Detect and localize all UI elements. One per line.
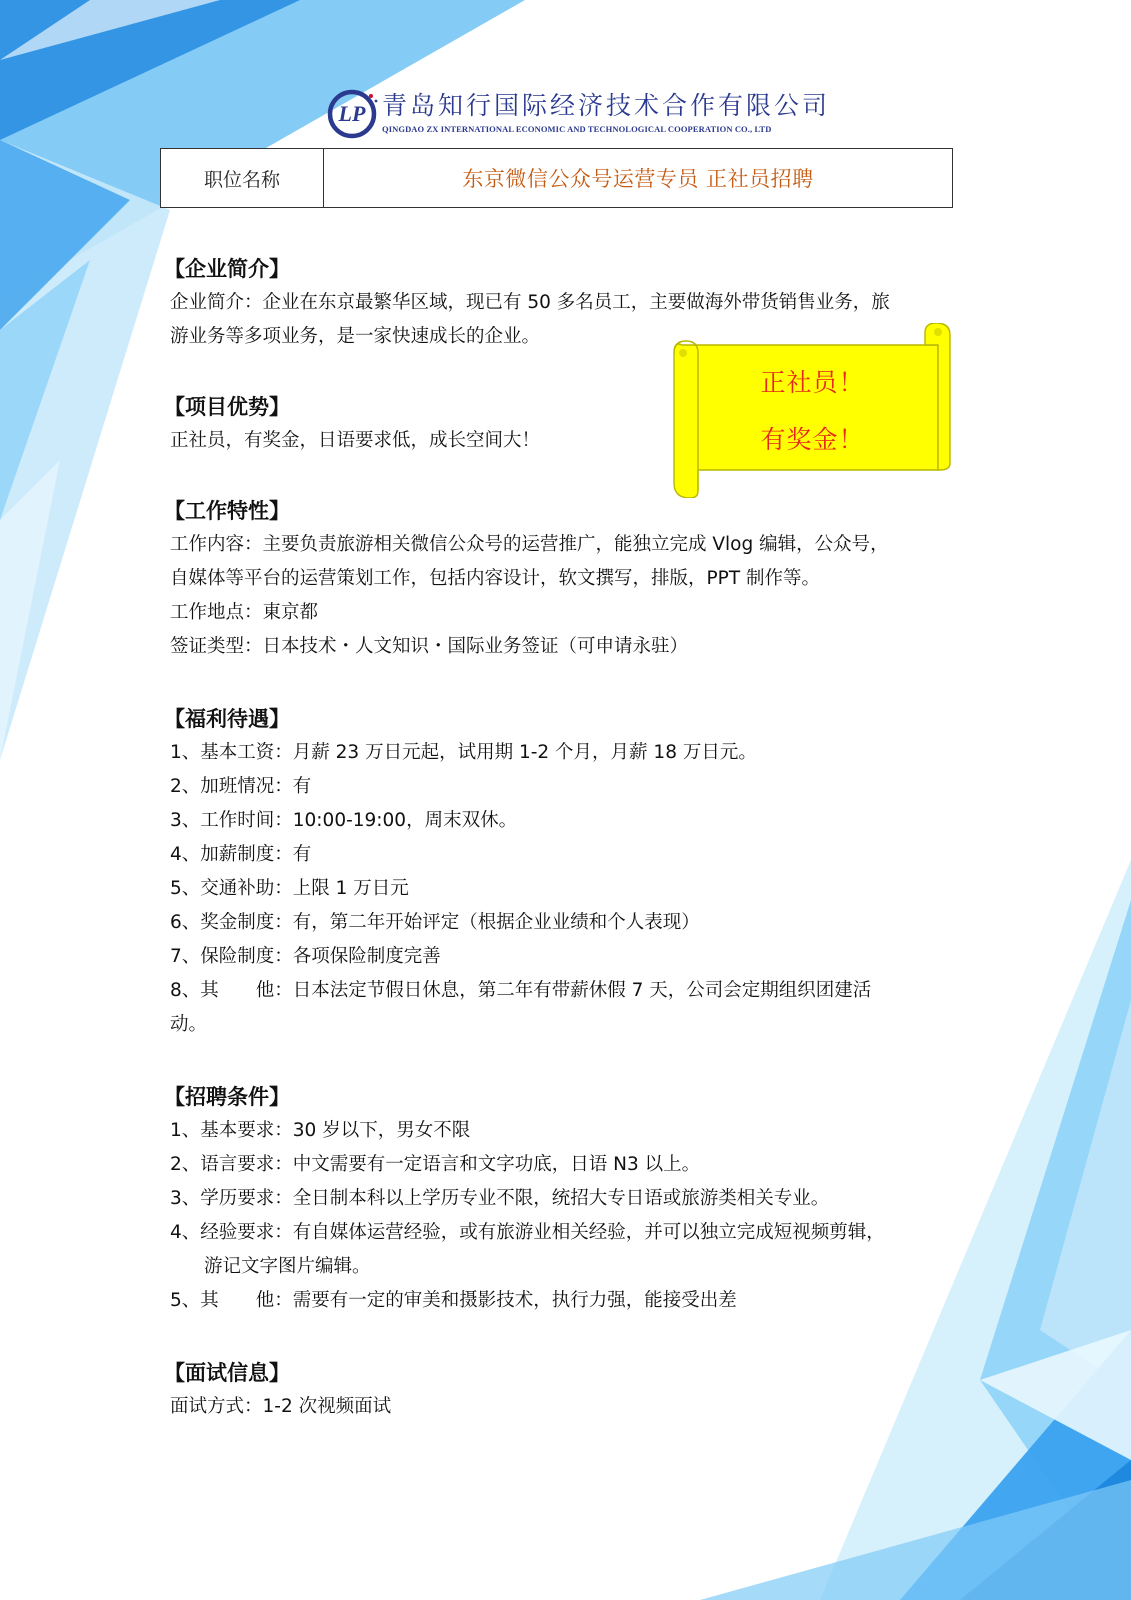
- requirement-item: 3、学历要求：全日制本科以上学历专业不限，统招大专日语或旅游类相关专业。: [170, 1188, 830, 1209]
- requirement-item: 2、语言要求：中文需要有一定语言和文字功底，日语 N3 以上。: [170, 1154, 701, 1175]
- company-name-cn: 青岛知行国际经济技术合作有限公司: [382, 91, 831, 120]
- section-title-company: 【企业简介】: [164, 257, 290, 281]
- section-title-welfare: 【福利待遇】: [164, 707, 290, 731]
- advantage-text-line: 正社员，有奖金，日语要求低，成长空间大！: [170, 430, 541, 451]
- logo-mark-text: LP: [338, 101, 366, 126]
- welfare-item: 8、其 他：日本法定节假日休息，第二年有带薪休假 7 天，公司会定期组织团建活: [170, 980, 872, 1001]
- welfare-item-continuation: 动。: [170, 1014, 208, 1035]
- company-logo: [326, 82, 831, 140]
- section-title-work: 【工作特性】: [164, 499, 290, 523]
- position-table: [160, 148, 953, 208]
- logo-mark-icon: [326, 88, 378, 140]
- visa-type: 签证类型：日本技术・人文知识・国际业务签证（可申请永驻）: [170, 636, 689, 657]
- job-content: [164, 252, 970, 1424]
- banner-line-2: 有奖金！: [760, 425, 865, 454]
- welfare-item: 7、保险制度：各项保险制度完善: [170, 946, 441, 967]
- company-text-line: 游业务等多项业务，是一家快速成长的企业。: [170, 326, 541, 347]
- position-label: 职位名称: [161, 149, 324, 207]
- position-title: 东京微信公众号运营专员 正社员招聘: [462, 167, 814, 191]
- banner-line-1: 正社员！: [760, 368, 865, 397]
- welfare-item: 3、工作时间：10:00-19:00，周末双休。: [170, 810, 518, 831]
- work-text-line: 自媒体等平台的运营策划工作，包括内容设计，软文撰写，排版，PPT 制作等。: [170, 568, 820, 589]
- requirement-item-continuation: 游记文字图片编辑。: [204, 1256, 371, 1277]
- work-text-line: 工作内容：主要负责旅游相关微信公众号的运营推广，能独立完成 Vlog 编辑，公众号，: [170, 534, 889, 555]
- requirement-item: 1、基本要求：30 岁以下，男女不限: [170, 1120, 471, 1141]
- section-title-interview: 【面试信息】: [164, 1361, 290, 1385]
- interview-method: 面试方式：1-2 次视频面试: [170, 1396, 392, 1417]
- welfare-item: 6、奖金制度：有，第二年开始评定（根据企业业绩和个人表现）: [170, 912, 700, 933]
- section-title-requirements: 【招聘条件】: [164, 1085, 290, 1109]
- welfare-item: 2、加班情况：有: [170, 776, 312, 797]
- requirement-item: 5、其 他：需要有一定的审美和摄影技术，执行力强，能接受出差: [170, 1290, 737, 1311]
- work-location: 工作地点：東京都: [170, 602, 319, 623]
- requirement-item: 4、经验要求：有自媒体运营经验，或有旅游业相关经验，并可以独立完成短视频剪辑，: [170, 1222, 885, 1243]
- company-name-en: QINGDAO ZX INTERNATIONAL ECONOMIC AND TECHNOLOGICAL COOPERATION CO., LTD: [382, 124, 772, 134]
- company-text-line: 企业简介：企业在东京最繁华区域，现已有 50 多名员工，主要做海外带货销售业务，旅: [170, 292, 890, 313]
- welfare-item: 1、基本工资：月薪 23 万日元起，试用期 1-2 个月，月薪 18 万日元。: [170, 742, 757, 763]
- section-title-advantage: 【项目优势】: [164, 395, 290, 419]
- welfare-item: 5、交通补助：上限 1 万日元: [170, 878, 409, 899]
- welfare-item: 4、加薪制度：有: [170, 844, 312, 865]
